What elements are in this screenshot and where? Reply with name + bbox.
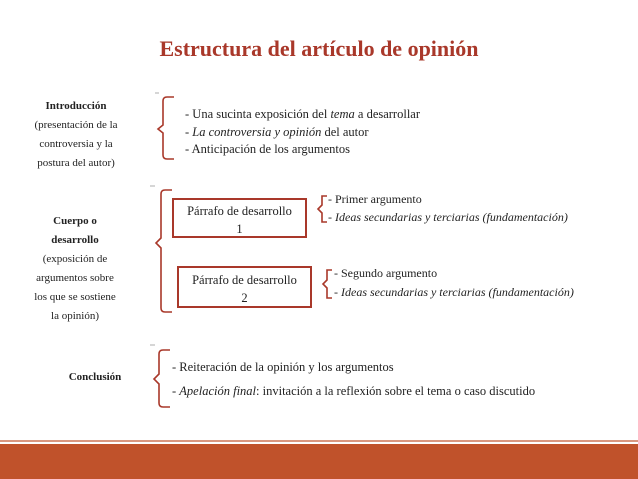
paragraph-1-number: 1 (236, 222, 243, 236)
paragraph-2-title: Párrafo de desarrollo (192, 273, 297, 287)
paragraph-1-point: - Primer argumento (328, 192, 422, 206)
development-label-title: desarrollo (51, 234, 99, 246)
introduction-label-title: Introducción (45, 100, 107, 112)
introduction-label-line: controversia y la (39, 138, 113, 150)
introduction-item-3: - Anticipación de los argumentos (185, 142, 351, 156)
page-title: Estructura del artículo de opinión (159, 36, 479, 61)
development-label-line: los que se sostiene (34, 291, 116, 303)
introduction-item-1: - Una sucinta exposición del tema a desarrollar (185, 107, 421, 121)
introduction-item-2: - La controversia y opinión del autor (185, 125, 369, 139)
paragraph-1-title: Párrafo de desarrollo (187, 204, 292, 218)
development-bracket (156, 190, 172, 312)
development-label-line: la opinión) (51, 310, 99, 322)
conclusion-item-2: - Apelación final: invitación a la reflexión sobre el tema o caso discutido (172, 384, 536, 398)
development-label-line: (exposición de (42, 253, 108, 265)
paragraph-1-detail: - Ideas secundarias y terciarias (fundamentación) (328, 210, 568, 224)
conclusion-label: Conclusión (68, 371, 122, 383)
paragraph-2-point: - Segundo argumento (334, 266, 438, 280)
introduction-bracket (158, 97, 174, 159)
paragraph-2-detail: - Ideas secundarias y terciarias (fundamentación) (334, 285, 574, 299)
introduction-label-line: (presentación de la (34, 119, 118, 131)
paragraph-1-bracket (318, 196, 327, 222)
conclusion-bracket (154, 350, 170, 407)
footer-line (0, 440, 638, 442)
introduction-label-line: postura del autor) (37, 157, 115, 169)
conclusion-item-1: - Reiteración de la opinión y los argumentos (172, 360, 394, 374)
paragraph-2-number: 2 (241, 291, 248, 305)
footer-bar (0, 444, 638, 479)
development-label-title: Cuerpo o (53, 215, 97, 227)
paragraph-2-bracket (323, 270, 332, 298)
development-label-line: argumentos sobre (36, 272, 114, 284)
